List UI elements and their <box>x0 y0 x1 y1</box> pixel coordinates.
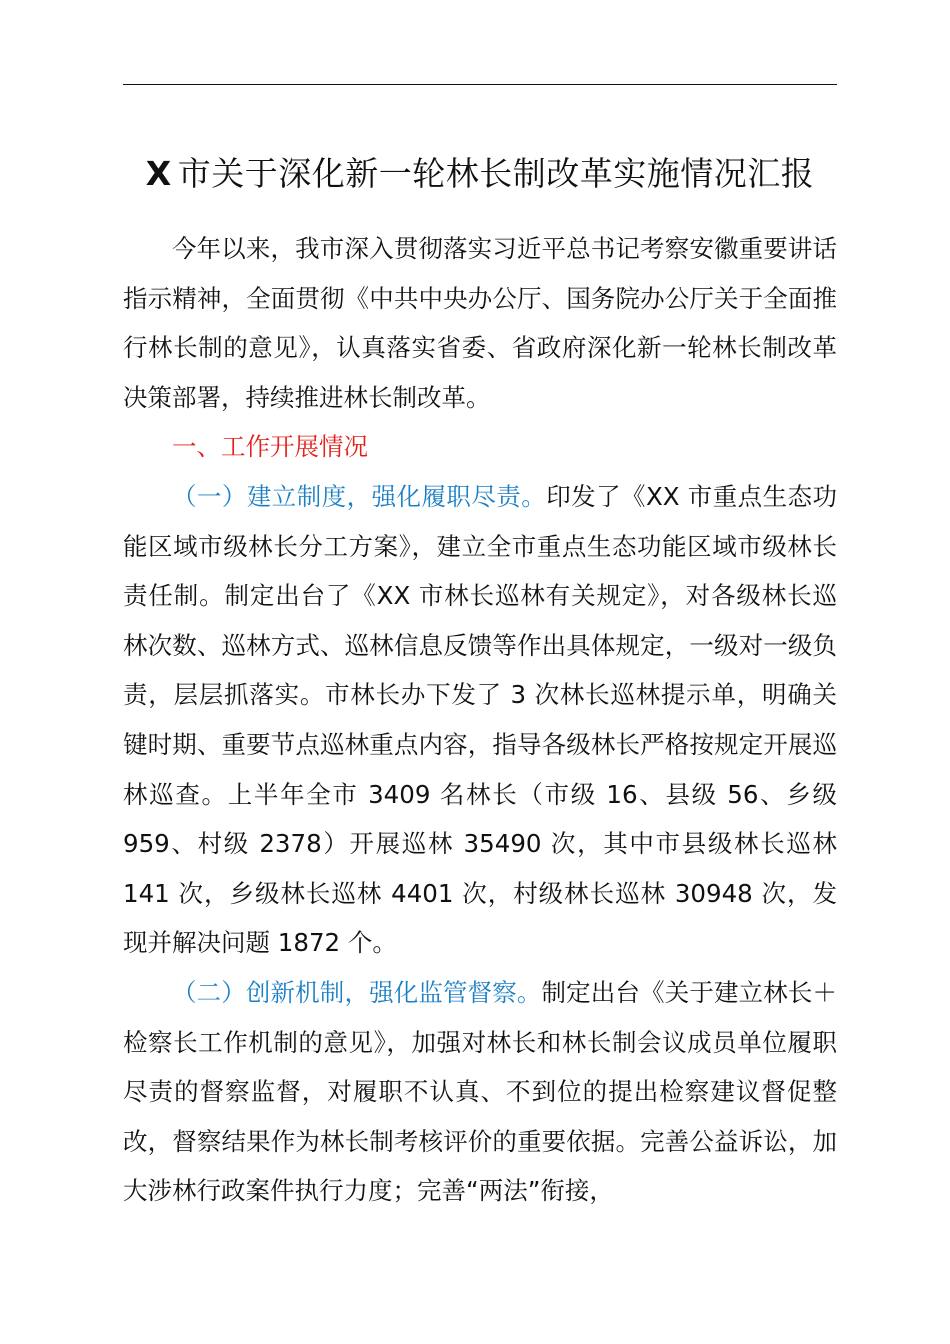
intro-paragraph: 今年以来，我市深入贯彻落实习近平总书记考察安徽重要讲话指示精神，全面贯彻《中共中央办公厅、国务院办公厅关于全面推行林长制的意见》，认真落实省委、省政府深化新一轮林长制改革决策部署，持续推进林长制改革。 <box>123 234 837 412</box>
subsection-1-heading: （一）建立制度，强化履职尽责。 <box>172 481 547 511</box>
document-title <box>123 148 837 200</box>
subsection-2-heading: （二）创新机制，强化监管督察。 <box>172 977 542 1007</box>
subsection-2-body: 制定出台《关于建立林长＋检察长工作机制的意见》，加强对林长和林长制会议成员单位履职尽责的督察监督，对履职不认真、不到位的提出检察建议督促整改，督察结果作为林长制考核评价的重要依据。完善公益诉讼，加大涉林行政案件执行力度；完善“两法”衔接， <box>123 977 838 1206</box>
section-heading-work: 一、工作开展情况 <box>172 432 368 462</box>
subsection-1-body: 印发了《XX 市重点生态功能区域市级林长分工方案》，建立全市重点生态功能区域市级林长责任制。制定出台了《XX 市林长巡林有关规定》，对各级林长巡林次数、巡林方式、巡林信息反馈等作出具体规定，一级对一级负责，层层抓落实。市林长办下发了 3 次林长巡林提示单，明确关键时期、重要节点巡林重点内容，指导各级林长严格按规定开展巡林巡查。上半年全市 3409 名林长（市级 16、县级 56、乡级 959、村级 2378）开展巡林 35490 次，其中市县级林长巡林 141 次，乡级林长巡林 4401 次，村级林长巡林 30948 次，发现并解决问题 1872 个。 <box>123 481 837 958</box>
title-lead: X <box>145 154 172 193</box>
document-body <box>123 224 837 1216</box>
subsection-2-paragraph <box>123 968 837 1216</box>
header-rule <box>123 84 837 85</box>
title-text: 市关于深化新一轮林长制改革实施情况汇报 <box>177 154 815 193</box>
subsection-1-paragraph <box>123 472 837 968</box>
